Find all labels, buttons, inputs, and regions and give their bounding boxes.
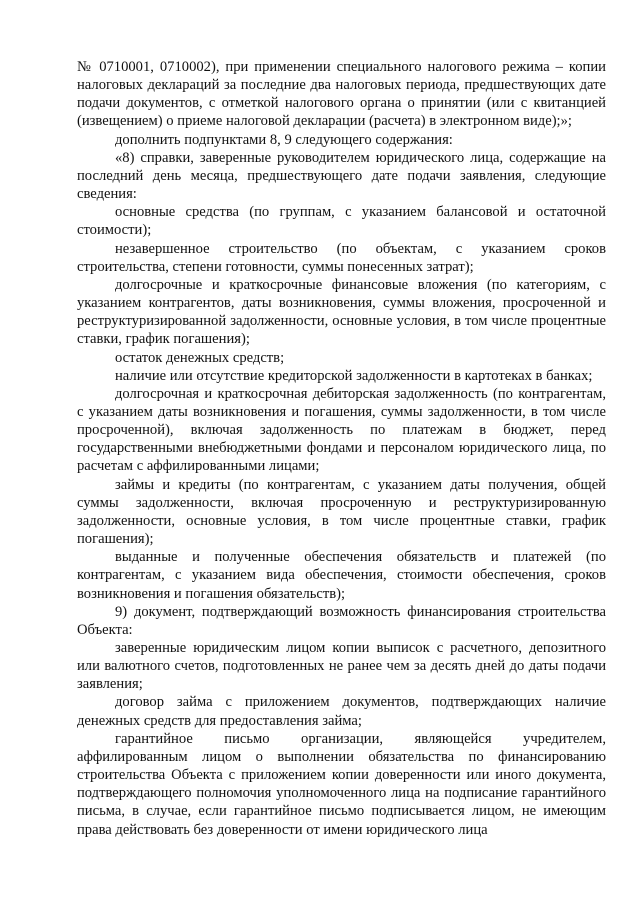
paragraph-9: долгосрочная и краткосрочная дебиторская задолженность (по контрагентам, с указанием даты возникновения и погашения, суммы задолженности, в том числе просроченной), включая задолженность по платежам в бюджет, перед государственными внебюджетными фондами и персоналом юридического лица, по расчетам с аффилированными лицами;: [77, 385, 606, 475]
paragraph-14: договор займа с приложением документов, подтверждающих наличие денежных средств для предоставления займа;: [77, 694, 606, 729]
paragraph-10: займы и кредиты (по контрагентам, с указанием даты получения, общей суммы задолженности, включая просроченную и реструктуризированную задолженности, основные условия, в том числе процентные ставки, график погашения);: [77, 476, 606, 548]
paragraph-13: заверенные юридическим лицом копии выписок с расчетного, депозитного или валютного счетов, подготовленных не ранее чем за десять дней до даты подачи заявления;: [77, 640, 606, 693]
document-body: [77, 58, 606, 839]
paragraph-3: «8) справки, заверенные руководителем юридического лица, содержащие на последний день месяца, предшествующего дате подачи заявления, следующие сведения:: [77, 149, 606, 203]
paragraph-5: незавершенное строительство (по объектам, с указанием сроков строительства, степени готовности, суммы понесенных затрат);: [77, 240, 606, 275]
paragraph-7: остаток денежных средств;: [115, 349, 285, 366]
paragraph-15: гарантийное письмо организации, являющейся учредителем, аффилированным лицом о выполнении обязательства по финансированию строительства Объекта с приложением копии доверенности или иного документа, подтверждающего полномочия уполномоченного лица на подписание гарантийного письма, в случае, если гарантийное письмо подписывается лицом, не имеющим права действовать без доверенности от имени юридического лица: [77, 730, 606, 838]
paragraph-2: дополнить подпунктами 8, 9 следующего содержания:: [115, 131, 453, 148]
paragraph-6: долгосрочные и краткосрочные финансовые вложения (по категориям, с указанием контрагентов, даты возникновения, суммы вложения, просроченной и реструктуризированной задолженности, основные условия, в том числе процентные ставки, график погашения);: [77, 276, 606, 348]
paragraph-12: 9) документ, подтверждающий возможность финансирования строительства Объекта:: [77, 603, 606, 638]
paragraph-4: основные средства (по группам, с указанием балансовой и остаточной стоимости);: [77, 204, 606, 239]
paragraph-11: выданные и полученные обеспечения обязательств и платежей (по контрагентам, с указанием вида обеспечения, стоимости обеспечения, сроков возникновения и погашения обязательств);: [77, 549, 606, 602]
paragraph-1: № 0710001, 0710002), при применении специального налогового режима – копии налоговых деклараций за последние два налоговых периода, предшествующих дате подачи документов, с отметкой налогового органа о принятии (или с квитанцией (извещением) о приеме налоговой декларации (расчета) в электронном виде);»;: [77, 59, 606, 130]
paragraph-8: наличие или отсутствие кредиторской задолженности в картотеках в банках;: [115, 367, 593, 384]
